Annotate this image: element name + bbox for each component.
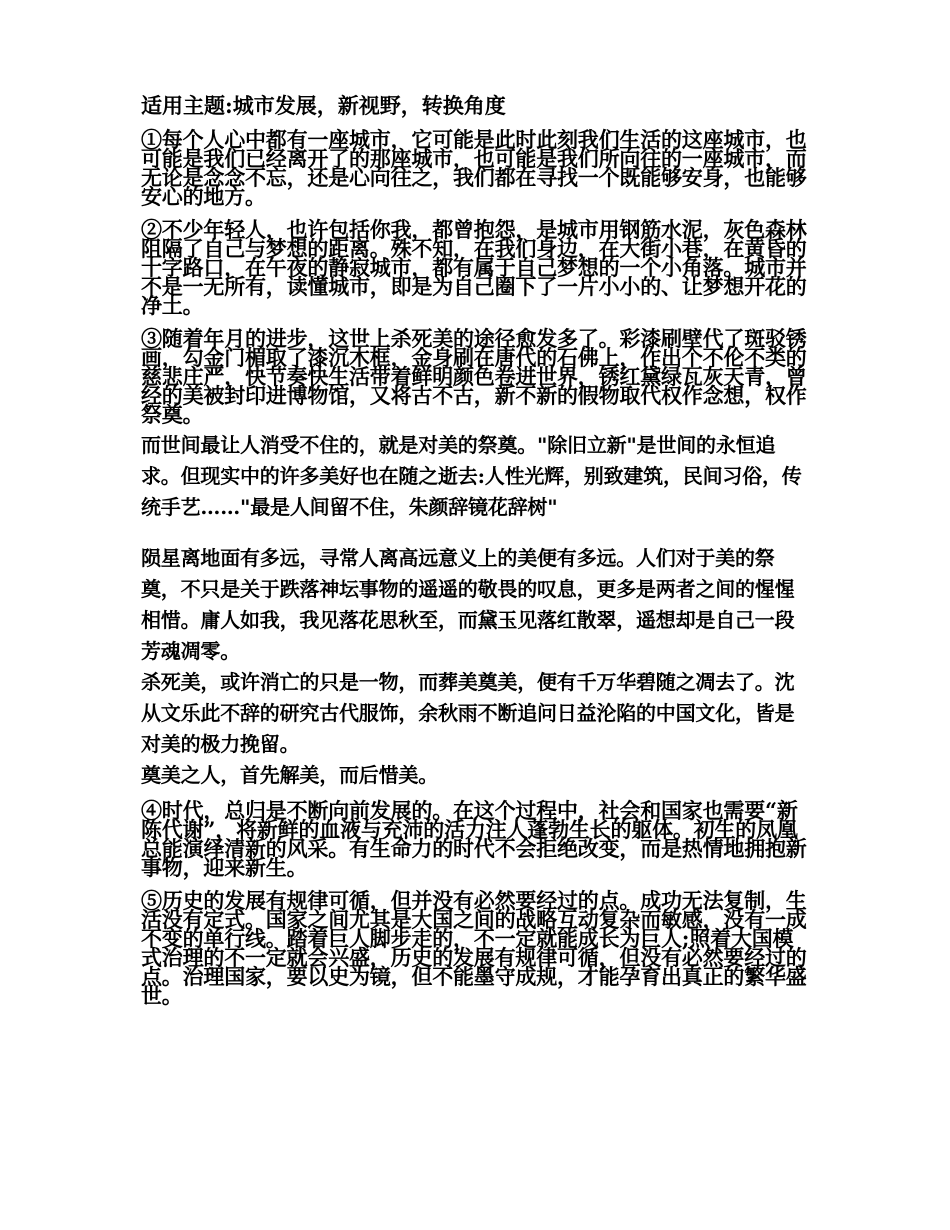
paragraph-9: ⑤历史的发展有规律可循，但并没有必然要经过的点。成功无法复制，生活没有定式。国家之间尤其是大国之间的战略互动复杂而敏感，没有一成不变的单行线。踏着巨人脚步走的，不一定就能成长为巨人;照着大国模式治理的不一定就会兴盛，历史的发展有规律可循，但没有必然要经过的点。治理国家，要以史为镜，但不能墨守成规，才能孕育出真正的繁华盛世。 bbox=[141, 888, 807, 1008]
paragraph-8: ④时代，总归是不断向前发展的。在这个过程中，社会和国家也需要“新陈代谢”，将新鲜的血液与充沛的活力注人蓬勃生长的躯体。初生的凤凰总能演绎清新的风采。有生命力的时代不会拒绝改变，而是热情地拥抱新事物，迎来新生。 bbox=[141, 798, 807, 880]
paragraph-spacer bbox=[141, 523, 807, 543]
paragraph-7: 奠美之人，首先解美，而后惜美。 bbox=[141, 763, 438, 787]
document-page bbox=[141, 92, 807, 1019]
paragraph-4: 而世间最让人消受不住的，就是对美的祭奠。"除旧立新"是世间的永恒追求。但现实中的许多美好也在随之逝去:人性光辉，别致建筑，民间习俗，传统手艺……"最是人间留不住，朱颜辞镜花辞树" bbox=[141, 433, 802, 519]
paragraph-6: 杀死美，或许消亡的只是一物，而葬美奠美，便有千万华碧随之凋去了。沈从文乐此不辞的研究古代服饰，余秋雨不断追问日益沦陷的中国文化，皆是对美的极力挽留。 bbox=[141, 670, 795, 756]
paragraph-1: ①每个人心中都有一座城市，它可能是此时此刻我们生活的这座城市，也可能是我们已经离开了的那座城市，也可能是我们所向往的一座城市，而无论是念念不忘，还是心向往之，我们都在寻找一个既能够安身，也能够安心的地方。 bbox=[141, 127, 807, 209]
paragraph-5: 陨星离地面有多远，寻常人离高远意义上的美便有多远。人们对于美的祭奠，不只是关于跌落神坛事物的遥遥的敬畏的叹息，更多是两者之间的惺惺相惜。庸人如我，我见落花思秋至，而黛玉见落红散翠，遥想却是自己一段芳魂凋零。 bbox=[141, 546, 795, 663]
document-title: 适用主题:城市发展，新视野，转换角度 bbox=[141, 93, 506, 118]
paragraph-2: ②不少年轻人，也许包括你我，都曾抱怨，是城市用钢筋水泥，灰色森林阻隔了自己与梦想的距离。殊不知，在我们身边，在大街小巷，在黄昏的十字路口，在午夜的静寂城市，都有属于自己梦想的一个小角落。城市并不是一无所有，读懂城市，即是为自己圈下了一片小小的、让梦想开花的净土。 bbox=[141, 217, 807, 318]
paragraph-3: ③随着年月的进步，这世上杀死美的途径愈发多了。彩漆刷壁代了斑驳锈画，勾金门楣取了漆沉木框，金身刷在唐代的石佛上，作出个不伦不类的慈悲庄严，快节奏快生活带着鲜明颜色卷进世界，锈红黛绿瓦灰天青，曾经的美被封印进博物馆，又将古不古，新不新的假物取代权作念想，权作祭奠。 bbox=[141, 326, 807, 427]
